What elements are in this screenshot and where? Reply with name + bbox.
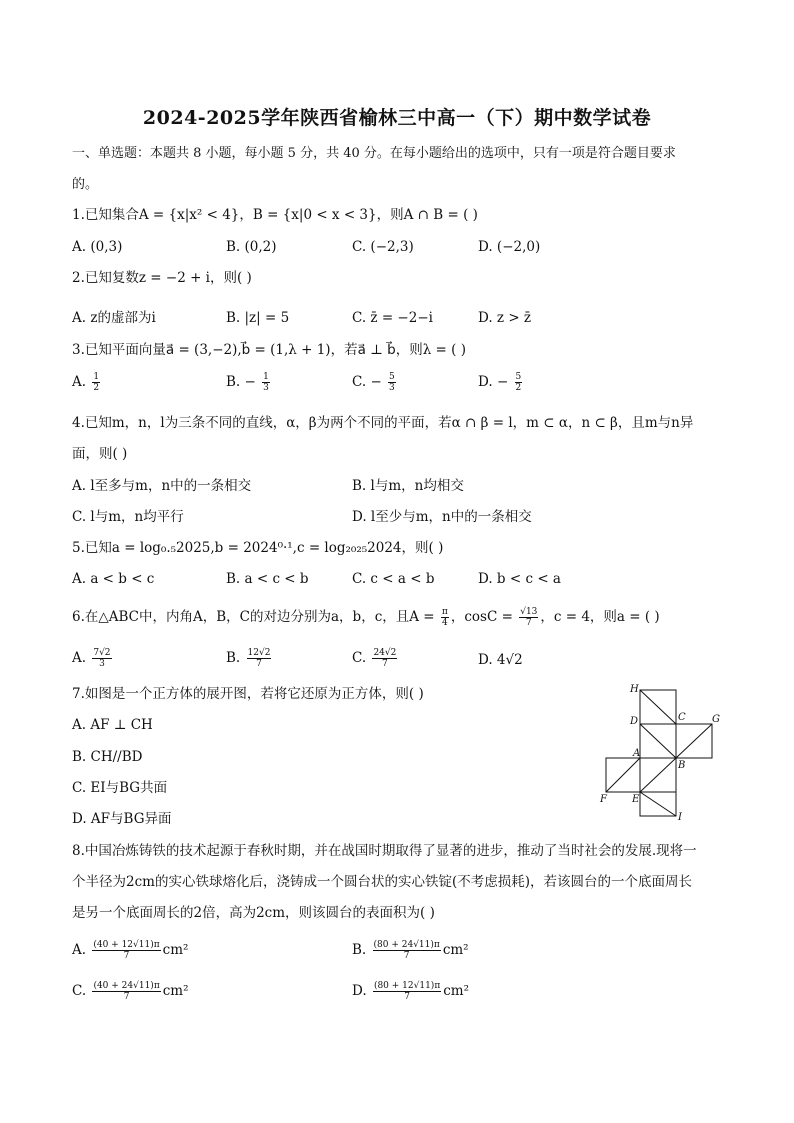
q5-option-b: B. a < c < b — [226, 571, 309, 587]
q3-option-a: A. $\frac{1}{2}$ — [72, 372, 100, 393]
q2-option-b: B. |z| = 5 — [226, 310, 290, 326]
question-3-stem: 3.已知平面向量a⃗ = (3,−2),b⃗ = (1,λ + 1)，若a⃗ ⊥ b⃗，则λ = ( ) — [72, 342, 466, 358]
question-6-stem: 6.在△ABC中，内角A，B，C的对边分别为a，b，c，且A = $\frac{\pi}{4}$ ，cosC = $\frac{√13}{7}$ ，c = 4，则a = ( ) — [72, 607, 660, 628]
q4-option-d: D. l至少与m，n中的一条相交 — [352, 509, 532, 525]
q2-option-c: C. z̄ = −2−i — [352, 310, 433, 326]
q6-option-c: C. $\frac{24√2}{7}$ — [352, 648, 397, 669]
q5-option-d: D. b < c < a — [478, 571, 561, 587]
q4-option-a: A. l至多与m，n中的一条相交 — [72, 478, 252, 494]
q1-option-a: A. (0,3) — [72, 239, 123, 255]
q6-b-fraction: $\frac{12√2}{7}$ — [247, 648, 271, 669]
q1-option-c: C. (−2,3) — [352, 239, 414, 255]
section-heading-line2: 的。 — [72, 177, 99, 192]
question-8-stem-line3: 是另一个底面周长的2倍，高为2cm，则该圆台的表面积为( ) — [72, 905, 435, 921]
question-7-stem: 7.如图是一个正方体的展开图，若将它还原为正方体，则( ) — [72, 686, 424, 702]
q3-c-fraction: $\frac{5}{3}$ — [389, 372, 395, 393]
q8-option-c: C. $\frac{(40 + 24√11)\pi}{7}$ cm² — [72, 981, 189, 1002]
section-heading-line1: 一、单选题：本题共 8 小题，每小题 5 分，共 40 分。在每小题给出的选项中，只有一项是符合题目要求 — [72, 146, 676, 161]
q7-option-d: D. AF与BG异面 — [72, 811, 172, 827]
label-F: F — [600, 794, 607, 805]
q7-option-c: C. EI与BG共面 — [72, 780, 168, 796]
q6-option-b: B. $\frac{12√2}{7}$ — [226, 648, 271, 669]
q3-option-b: B. − $\frac{1}{3}$ — [226, 372, 269, 393]
question-8-stem-line1: 8.中国冶炼铸铁的技术起源于春秋时期，并在战国时期取得了显著的进步，推动了当时社会的发展.现将一 — [72, 843, 697, 859]
label-C: C — [678, 712, 686, 723]
q8-option-d: D. $\frac{(80 + 12√11)\pi}{7}$ cm² — [352, 981, 470, 1002]
q4-option-c: C. l与m，n均平行 — [72, 509, 184, 525]
cube-net-figure — [596, 680, 726, 820]
q3-option-c: C. − $\frac{5}{3}$ — [352, 372, 395, 393]
question-4-stem-line1: 4.已知m，n，l为三条不同的直线，α，β为两个不同的平面，若α ∩ β = l，m ⊂ α，n ⊂ β，且m与n异 — [72, 415, 694, 431]
q2-option-d: D. z > z̄ — [478, 310, 532, 326]
q6-option-d: D. 4√2 — [478, 652, 523, 668]
q8-b-fraction: $\frac{(80 + 24√11)\pi}{7}$ — [373, 940, 440, 961]
q6-option-a: A. $\frac{7√2}{3}$ — [72, 648, 111, 669]
q8-c-fraction: $\frac{(40 + 24√11)\pi}{7}$ — [93, 981, 160, 1002]
exam-title: 2024-2025学年陕西省榆林三中高一（下）期中数学试卷 — [142, 107, 652, 129]
label-A: A — [633, 748, 641, 759]
question-4-stem-line2: 面，则( ) — [72, 446, 128, 462]
q7-option-a: A. AF ⊥ CH — [72, 717, 153, 733]
q2-option-a: A. z的虚部为i — [72, 310, 156, 326]
q8-option-b: B. $\frac{(80 + 24√11)\pi}{7}$ cm² — [352, 940, 469, 961]
question-2-stem: 2.已知复数z = −2 + i，则( ) — [72, 270, 252, 286]
label-I: I — [678, 812, 682, 820]
q6-c-fraction: $\frac{24√2}{7}$ — [373, 648, 397, 669]
q3-d-fraction: $\frac{5}{2}$ — [515, 372, 522, 393]
q6-cos-fraction: $\frac{√13}{7}$ — [520, 607, 538, 628]
q3-a-fraction: $\frac{1}{2}$ — [93, 372, 100, 393]
q5-option-c: C. c < a < b — [352, 571, 435, 587]
label-E: E — [632, 794, 640, 805]
question-5-stem: 5.已知a = log₀.₅2025,b = 2024⁰·¹,c = log₂₀₂₅2024，则( ) — [72, 540, 444, 556]
question-1-stem: 1.已知集合A = {x|x² < 4}，B = {x|0 < x < 3}，则A ∩ B = ( ) — [72, 207, 478, 223]
q6-angle-fraction: $\frac{\pi}{4}$ — [441, 607, 448, 628]
label-B: B — [678, 760, 686, 771]
q7-option-b: B. CH//BD — [72, 749, 143, 765]
label-H: H — [630, 684, 639, 695]
q1-option-d: D. (−2,0) — [478, 239, 541, 255]
label-G: G — [712, 714, 720, 725]
q8-a-fraction: $\frac{(40 + 12√11)\pi}{7}$ — [93, 940, 160, 961]
q3-option-d: D. − $\frac{5}{2}$ — [478, 372, 522, 393]
q8-option-a: A. $\frac{(40 + 12√11)\pi}{7}$ cm² — [72, 940, 189, 961]
q8-d-fraction: $\frac{(80 + 12√11)\pi}{7}$ — [373, 981, 441, 1002]
question-8-stem-line2: 个半径为2cm的实心铁球熔化后，浇铸成一个圆台状的实心铁锭(不考虑损耗)，若该圆台的一个底面周长 — [72, 874, 692, 890]
q5-option-a: A. a < b < c — [72, 571, 155, 587]
q3-b-fraction: $\frac{1}{3}$ — [263, 372, 269, 393]
q6-a-fraction: $\frac{7√2}{3}$ — [93, 648, 111, 669]
q4-option-b: B. l与m，n均相交 — [352, 478, 464, 494]
label-D: D — [630, 716, 639, 727]
q1-option-b: B. (0,2) — [226, 239, 277, 255]
